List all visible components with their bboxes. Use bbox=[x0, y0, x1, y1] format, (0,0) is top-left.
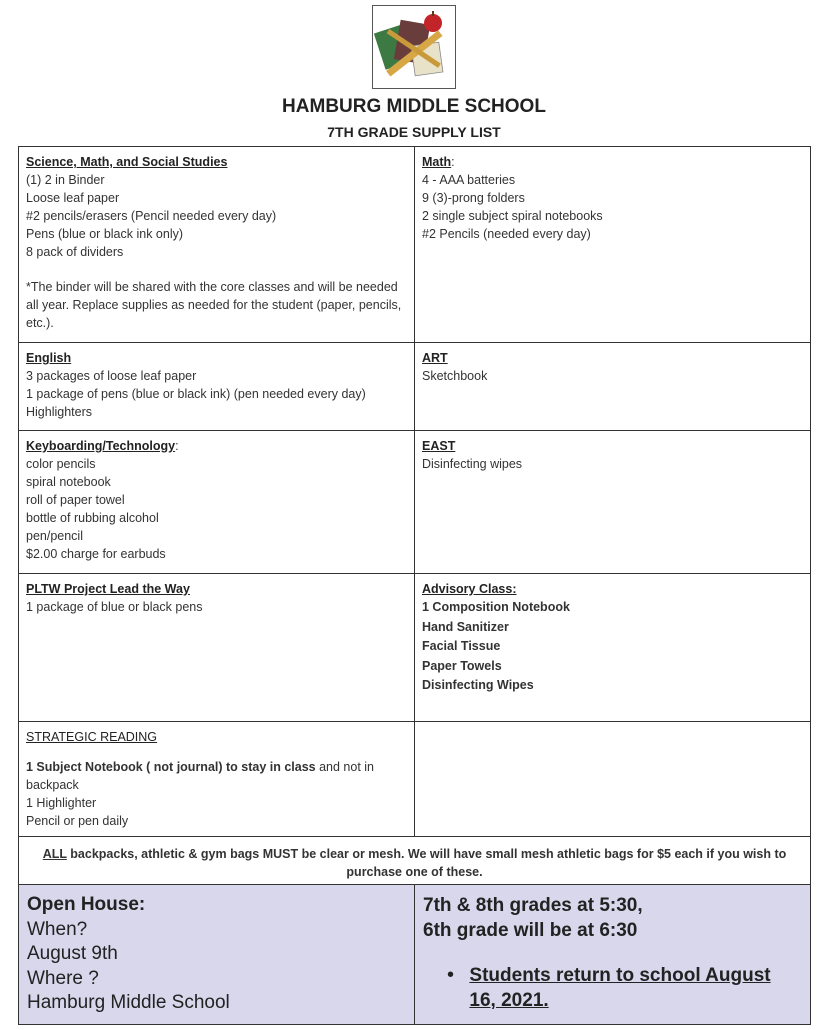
math-heading-colon: : bbox=[451, 155, 455, 169]
advisory-cell bbox=[415, 574, 811, 722]
math-item: #2 Pencils (needed every day) bbox=[422, 227, 591, 241]
keyboarding-item: $2.00 charge for earbuds bbox=[26, 547, 166, 561]
science-math-social-cell bbox=[19, 147, 415, 343]
open-house-time: 6th grade will be at 6:30 bbox=[423, 920, 638, 941]
math-item: 9 (3)-prong folders bbox=[422, 191, 525, 205]
pltw-item: 1 package of blue or black pens bbox=[26, 600, 203, 614]
school-supplies-logo bbox=[372, 5, 456, 89]
bullet-dot-icon: • bbox=[447, 964, 455, 986]
reading-notebook-bold: 1 Subject Notebook ( not journal) to stay in class bbox=[26, 760, 316, 774]
east-item: Disinfecting wipes bbox=[422, 457, 523, 471]
reading-item: Pencil or pen daily bbox=[26, 814, 129, 828]
open-house-times bbox=[415, 885, 811, 1025]
reading-item: 1 Highlighter bbox=[26, 796, 97, 810]
keyboarding-heading-colon: : bbox=[175, 439, 179, 453]
pltw-heading: PLTW Project Lead the Way bbox=[26, 582, 190, 596]
art-item: Sketchbook bbox=[422, 369, 488, 383]
keyboarding-item: pen/pencil bbox=[26, 529, 83, 543]
reading-notebook-line bbox=[26, 758, 407, 794]
keyboarding-cell bbox=[19, 431, 415, 574]
open-house-line: Hamburg Middle School bbox=[27, 992, 230, 1013]
sms-heading: Science, Math, and Social Studies bbox=[26, 155, 228, 169]
open-house-line: Where ? bbox=[27, 967, 99, 989]
art-heading: ART bbox=[422, 351, 448, 365]
art-cell bbox=[415, 343, 811, 431]
sms-item: Loose leaf paper bbox=[26, 191, 120, 205]
sms-item: 8 pack of dividers bbox=[26, 245, 124, 259]
english-item: 3 packages of loose leaf paper bbox=[26, 369, 197, 383]
bags-notice-text: backpacks, athletic & gym bags MUST be clear or mesh. We will have small mesh athletic bags for $5 each if you wish to purchase one of these. bbox=[66, 847, 787, 879]
advisory-item: Hand Sanitizer bbox=[422, 619, 509, 634]
reading-heading: STRATEGIC READING bbox=[26, 730, 158, 744]
keyboarding-heading: Keyboarding/Technology bbox=[26, 439, 176, 453]
pltw-cell bbox=[19, 574, 415, 722]
advisory-item: Facial Tissue bbox=[422, 639, 501, 653]
advisory-item: Disinfecting Wipes bbox=[422, 678, 534, 692]
english-item: Highlighters bbox=[26, 405, 93, 419]
math-heading: Math bbox=[422, 155, 452, 169]
math-cell bbox=[415, 147, 811, 343]
english-cell bbox=[19, 343, 415, 431]
bags-notice-lead: ALL bbox=[42, 847, 67, 861]
keyboarding-item: roll of paper towel bbox=[26, 493, 125, 507]
advisory-item: 1 Composition Notebook bbox=[422, 600, 570, 614]
binder-note: *The binder will be shared with the core classes and will be needed all year. Replace supplies as needed for the student (paper, pencils, etc.). bbox=[26, 280, 402, 330]
math-item: 2 single subject spiral notebooks bbox=[422, 209, 603, 223]
keyboarding-item: color pencils bbox=[26, 457, 96, 471]
reading-spacer bbox=[26, 746, 407, 758]
supplies-illustration-icon bbox=[373, 6, 455, 88]
return-date-note: Students return to school August 16, 2021. bbox=[469, 965, 771, 1011]
sms-item: Pens (blue or black ink only) bbox=[26, 227, 184, 241]
open-house-title: Open House: bbox=[27, 894, 146, 915]
keyboarding-item: bottle of rubbing alcohol bbox=[26, 511, 159, 525]
math-item: 4 - AAA batteries bbox=[422, 173, 516, 187]
english-heading: English bbox=[26, 351, 72, 365]
sms-item: (1) 2 in Binder bbox=[26, 173, 105, 187]
east-cell bbox=[415, 431, 811, 574]
bags-notice bbox=[19, 837, 811, 890]
empty-cell bbox=[415, 722, 811, 837]
return-bullet bbox=[447, 963, 802, 1013]
advisory-item: Paper Towels bbox=[422, 658, 502, 673]
open-house-line: August 9th bbox=[27, 943, 118, 964]
english-item: 1 package of pens (blue or black ink) (pen needed every day) bbox=[26, 387, 366, 401]
east-heading: EAST bbox=[422, 439, 456, 453]
open-house-details bbox=[19, 885, 415, 1025]
open-house-box bbox=[18, 884, 811, 1025]
school-name-title: HAMBURG MIDDLE SCHOOL bbox=[282, 96, 546, 117]
open-house-time: 7th & 8th grades at 5:30, bbox=[423, 895, 643, 916]
reading-notebook-rest: and not in backpack bbox=[26, 760, 375, 792]
supply-table bbox=[18, 146, 811, 890]
open-house-line: When? bbox=[27, 918, 88, 940]
strategic-reading-cell bbox=[19, 722, 415, 837]
supply-list-subtitle: 7TH GRADE SUPPLY LIST bbox=[327, 124, 501, 140]
sms-item: #2 pencils/erasers (Pencil needed every day) bbox=[26, 209, 277, 223]
advisory-heading: Advisory Class: bbox=[422, 582, 517, 596]
keyboarding-item: spiral notebook bbox=[26, 475, 111, 489]
